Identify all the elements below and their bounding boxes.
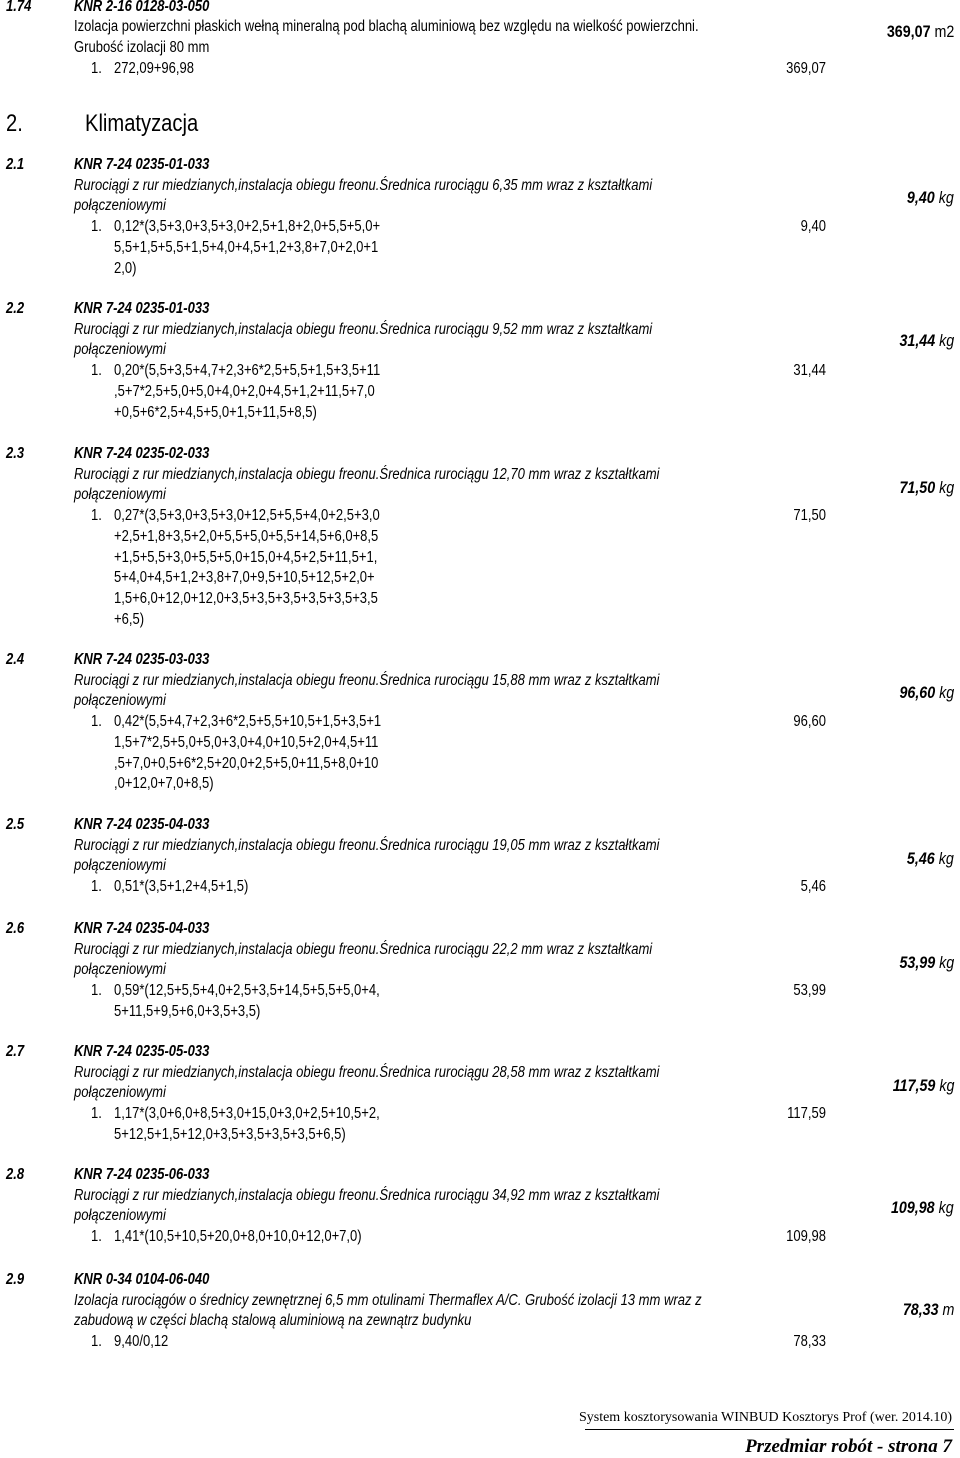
footer-system: System kosztorysowania WINBUD Kosztorys Prof (wer. 2014.10)	[578, 1410, 952, 1425]
calc-number: 1.	[91, 362, 102, 379]
calc-value: 369,07	[786, 60, 826, 77]
calc-number: 1.	[91, 1228, 102, 1245]
total-value: 78,33	[902, 1300, 939, 1319]
calc-formula-line: 5,5+1,5+5,5+1,5+4,0+4,5+1,2+3,8+7,0+2,0+1	[114, 238, 379, 256]
total-value: 117,59	[892, 1076, 935, 1095]
item-code: KNR 2-16 0128-03-050	[74, 0, 210, 15]
item-description-cont: połączeniowymi	[74, 961, 166, 978]
footer-page: Przedmiar robót - strona 7	[745, 1436, 952, 1457]
total-unit: m2	[934, 22, 954, 41]
total-unit: kg	[938, 953, 954, 972]
calc-value: 96,60	[793, 713, 826, 730]
item-number: 2.8	[6, 1166, 25, 1183]
item-code: KNR 7-24 0235-01-033	[74, 300, 210, 317]
calc-formula-line: 0,27*(3,5+3,0+3,5+3,0+12,5+5,5+4,0+2,5+3,0	[114, 507, 380, 524]
item-code: KNR 7-24 0235-03-033	[74, 651, 210, 668]
item-description: Rurociągi z rur miedzianych,instalacja obiegu freonu.Średnica rurociągu 9,52 mm wraz z kształtkami	[74, 320, 653, 338]
calc-number: 1.	[91, 878, 102, 895]
item-description: Rurociągi z rur miedzianych,instalacja obiegu freonu.Średnica rurociągu 15,88 mm wraz z kształtkami	[74, 671, 660, 689]
item-description: Izolacja powierzchni płaskich wełną mineralną pod blachą aluminiową bez względu na wielkość powierzchni.	[74, 18, 699, 35]
calc-value: 9,40	[800, 218, 826, 235]
item-number: 2.7	[6, 1043, 25, 1060]
calc-number: 1.	[91, 982, 102, 999]
calc-number: 1.	[91, 218, 102, 235]
item-number: 2.6	[6, 920, 25, 937]
calc-value: 117,59	[787, 1105, 826, 1122]
item-code: KNR 7-24 0235-04-033	[74, 920, 210, 937]
item-description-cont: zabudową w części blachą stalową aluminiową na zewnątrz budynku	[74, 1312, 472, 1329]
item-total	[902, 1300, 954, 1320]
total-unit: kg	[938, 1198, 954, 1217]
calc-formula-line: 1,41*(10,5+10,5+20,0+8,0+10,0+12,0+7,0)	[114, 1228, 362, 1245]
item-code: KNR 7-24 0235-06-033	[74, 1166, 210, 1183]
total-value: 9,40	[907, 188, 935, 207]
calc-formula-line: +2,5+1,8+3,5+2,0+5,5+5,0+5,5+14,5+6,0+8,5	[114, 527, 379, 545]
item-description-cont: połączeniowymi	[74, 486, 166, 503]
item-number: 2.3	[6, 445, 25, 462]
item-description: Rurociągi z rur miedzianych,instalacja obiegu freonu.Średnica rurociągu 28,58 mm wraz z kształtkami	[74, 1063, 660, 1081]
calc-formula-line: +1,5+5,5+3,0+5,5+5,0+15,0+4,5+2,5+11,5+1,	[114, 548, 378, 566]
calc-formula-line: ,5+7,0+0,5+6*2,5+20,0+2,5+5,0+11,5+8,0+10	[114, 754, 379, 772]
item-number: 2.5	[6, 816, 25, 833]
total-unit: kg	[938, 188, 954, 207]
total-value: 369,07	[886, 22, 931, 41]
calc-formula-line: 1,5+6,0+12,0+12,0+3,5+3,5+3,5+3,5+3,5+3,5	[114, 590, 378, 608]
item-code: KNR 7-24 0235-02-033	[74, 445, 210, 462]
item-number: 2.9	[6, 1271, 25, 1288]
total-unit: m	[942, 1300, 954, 1319]
item-description-cont: połączeniowymi	[74, 857, 166, 874]
total-unit: kg	[938, 683, 954, 702]
calc-formula-line: 1,5+7*2,5+5,0+5,0+3,0+4,0+10,5+2,0+4,5+11	[114, 733, 379, 751]
item-description: Rurociągi z rur miedzianych,instalacja obiegu freonu.Średnica rurociągu 22,2 mm wraz z kształtkami	[74, 940, 653, 958]
calc-value: 78,33	[793, 1333, 826, 1350]
total-unit: kg	[938, 1076, 954, 1095]
item-total	[886, 22, 954, 42]
item-description-cont: Grubość izolacji 80 mm	[74, 39, 210, 56]
calc-value: 5,46	[800, 878, 826, 895]
item-code: KNR 7-24 0235-01-033	[74, 156, 210, 173]
item-total	[899, 478, 954, 498]
calc-formula: 272,09+96,98	[114, 60, 195, 77]
item-code: KNR 7-24 0235-04-033	[74, 816, 210, 833]
total-value: 53,99	[899, 953, 935, 972]
calc-value: 71,50	[793, 507, 826, 524]
calc-number: 1.	[91, 507, 102, 524]
item-description: Rurociągi z rur miedzianych,instalacja obiegu freonu.Średnica rurociągu 34,92 mm wraz z kształtkami	[74, 1186, 660, 1204]
section-number: 2.	[6, 110, 23, 137]
footer-divider	[585, 1429, 954, 1430]
calc-formula-line: ,0+12,0+7,0+8,5)	[114, 775, 214, 793]
calc-number: 1.	[91, 1333, 102, 1350]
calc-number: 1.	[91, 60, 102, 77]
calc-formula-line: 0,51*(3,5+1,2+4,5+1,5)	[114, 878, 249, 895]
item-number: 1.74	[6, 0, 32, 15]
calc-formula-line: 1,17*(3,0+6,0+8,5+3,0+15,0+3,0+2,5+10,5+2,	[114, 1105, 380, 1122]
item-description-cont: połączeniowymi	[74, 341, 166, 358]
calc-value: 53,99	[793, 982, 826, 999]
total-value: 5,46	[907, 849, 935, 868]
item-description: Rurociągi z rur miedzianych,instalacja obiegu freonu.Średnica rurociągu 6,35 mm wraz z kształtkami	[74, 176, 653, 194]
calc-formula-line: +0,5+6*2,5+4,5+5,0+1,5+11,5+8,5)	[114, 403, 317, 421]
item-description-cont: połączeniowymi	[74, 692, 166, 709]
calc-formula-line: 5+4,0+4,5+1,2+3,8+7,0+9,5+10,5+12,5+2,0+	[114, 569, 375, 587]
calc-number: 1.	[91, 1105, 102, 1122]
calc-formula-line: 0,20*(5,5+3,5+4,7+2,3+6*2,5+5,5+1,5+3,5+11	[114, 362, 381, 379]
total-value: 71,50	[899, 478, 935, 497]
calc-formula-line: 5+12,5+1,5+12,0+3,5+3,5+3,5+3,5+6,5)	[114, 1125, 346, 1143]
calc-formula-line: 0,59*(12,5+5,5+4,0+2,5+3,5+14,5+5,5+5,0+4,	[114, 982, 380, 999]
calc-formula-line: 0,42*(5,5+4,7+2,3+6*2,5+5,5+10,5+1,5+3,5+1	[114, 713, 382, 730]
section-title: Klimatyzacja	[85, 110, 199, 137]
calc-value: 109,98	[786, 1228, 826, 1245]
calc-formula-line: 0,12*(3,5+3,0+3,5+3,0+2,5+1,8+2,0+5,5+5,0+	[114, 218, 381, 235]
total-unit: kg	[938, 849, 954, 868]
item-number: 2.1	[6, 156, 25, 173]
total-value: 31,44	[899, 331, 935, 350]
item-number: 2.4	[6, 651, 25, 668]
item-total	[899, 953, 954, 973]
item-description-cont: połączeniowymi	[74, 197, 166, 214]
item-total	[899, 331, 954, 351]
item-description: Izolacja rurociągów o średnicy zewnętrznej 6,5 mm otulinami Thermaflex A/C. Grubość izolacji 13 mm wraz z	[74, 1291, 702, 1309]
calc-formula-line: ,5+7*2,5+5,0+5,0+4,0+2,0+4,5+1,2+11,5+7,0	[114, 382, 375, 400]
item-number: 2.2	[6, 300, 25, 317]
item-total	[907, 188, 954, 208]
item-total	[892, 1076, 954, 1096]
item-description-cont: połączeniowymi	[74, 1207, 166, 1224]
calc-formula-line: 2,0)	[114, 259, 137, 277]
item-total	[899, 683, 954, 703]
calc-value: 31,44	[793, 362, 826, 379]
calc-formula-line: +6,5)	[114, 611, 145, 628]
calc-number: 1.	[91, 713, 102, 730]
item-code: KNR 7-24 0235-05-033	[74, 1043, 210, 1060]
item-total	[891, 1198, 954, 1218]
item-code: KNR 0-34 0104-06-040	[74, 1271, 210, 1288]
item-description: Rurociągi z rur miedzianych,instalacja obiegu freonu.Średnica rurociągu 19,05 mm wraz z kształtkami	[74, 836, 660, 854]
total-unit: kg	[938, 478, 954, 497]
total-unit: kg	[938, 331, 954, 350]
calc-formula-line: 5+11,5+9,5+6,0+3,5+3,5)	[114, 1002, 261, 1020]
total-value: 109,98	[891, 1198, 935, 1217]
item-description-cont: połączeniowymi	[74, 1084, 166, 1101]
item-total	[907, 849, 954, 869]
item-description: Rurociągi z rur miedzianych,instalacja obiegu freonu.Średnica rurociągu 12,70 mm wraz z kształtkami	[74, 465, 660, 483]
total-value: 96,60	[899, 683, 935, 702]
calc-formula-line: 9,40/0,12	[114, 1333, 169, 1350]
